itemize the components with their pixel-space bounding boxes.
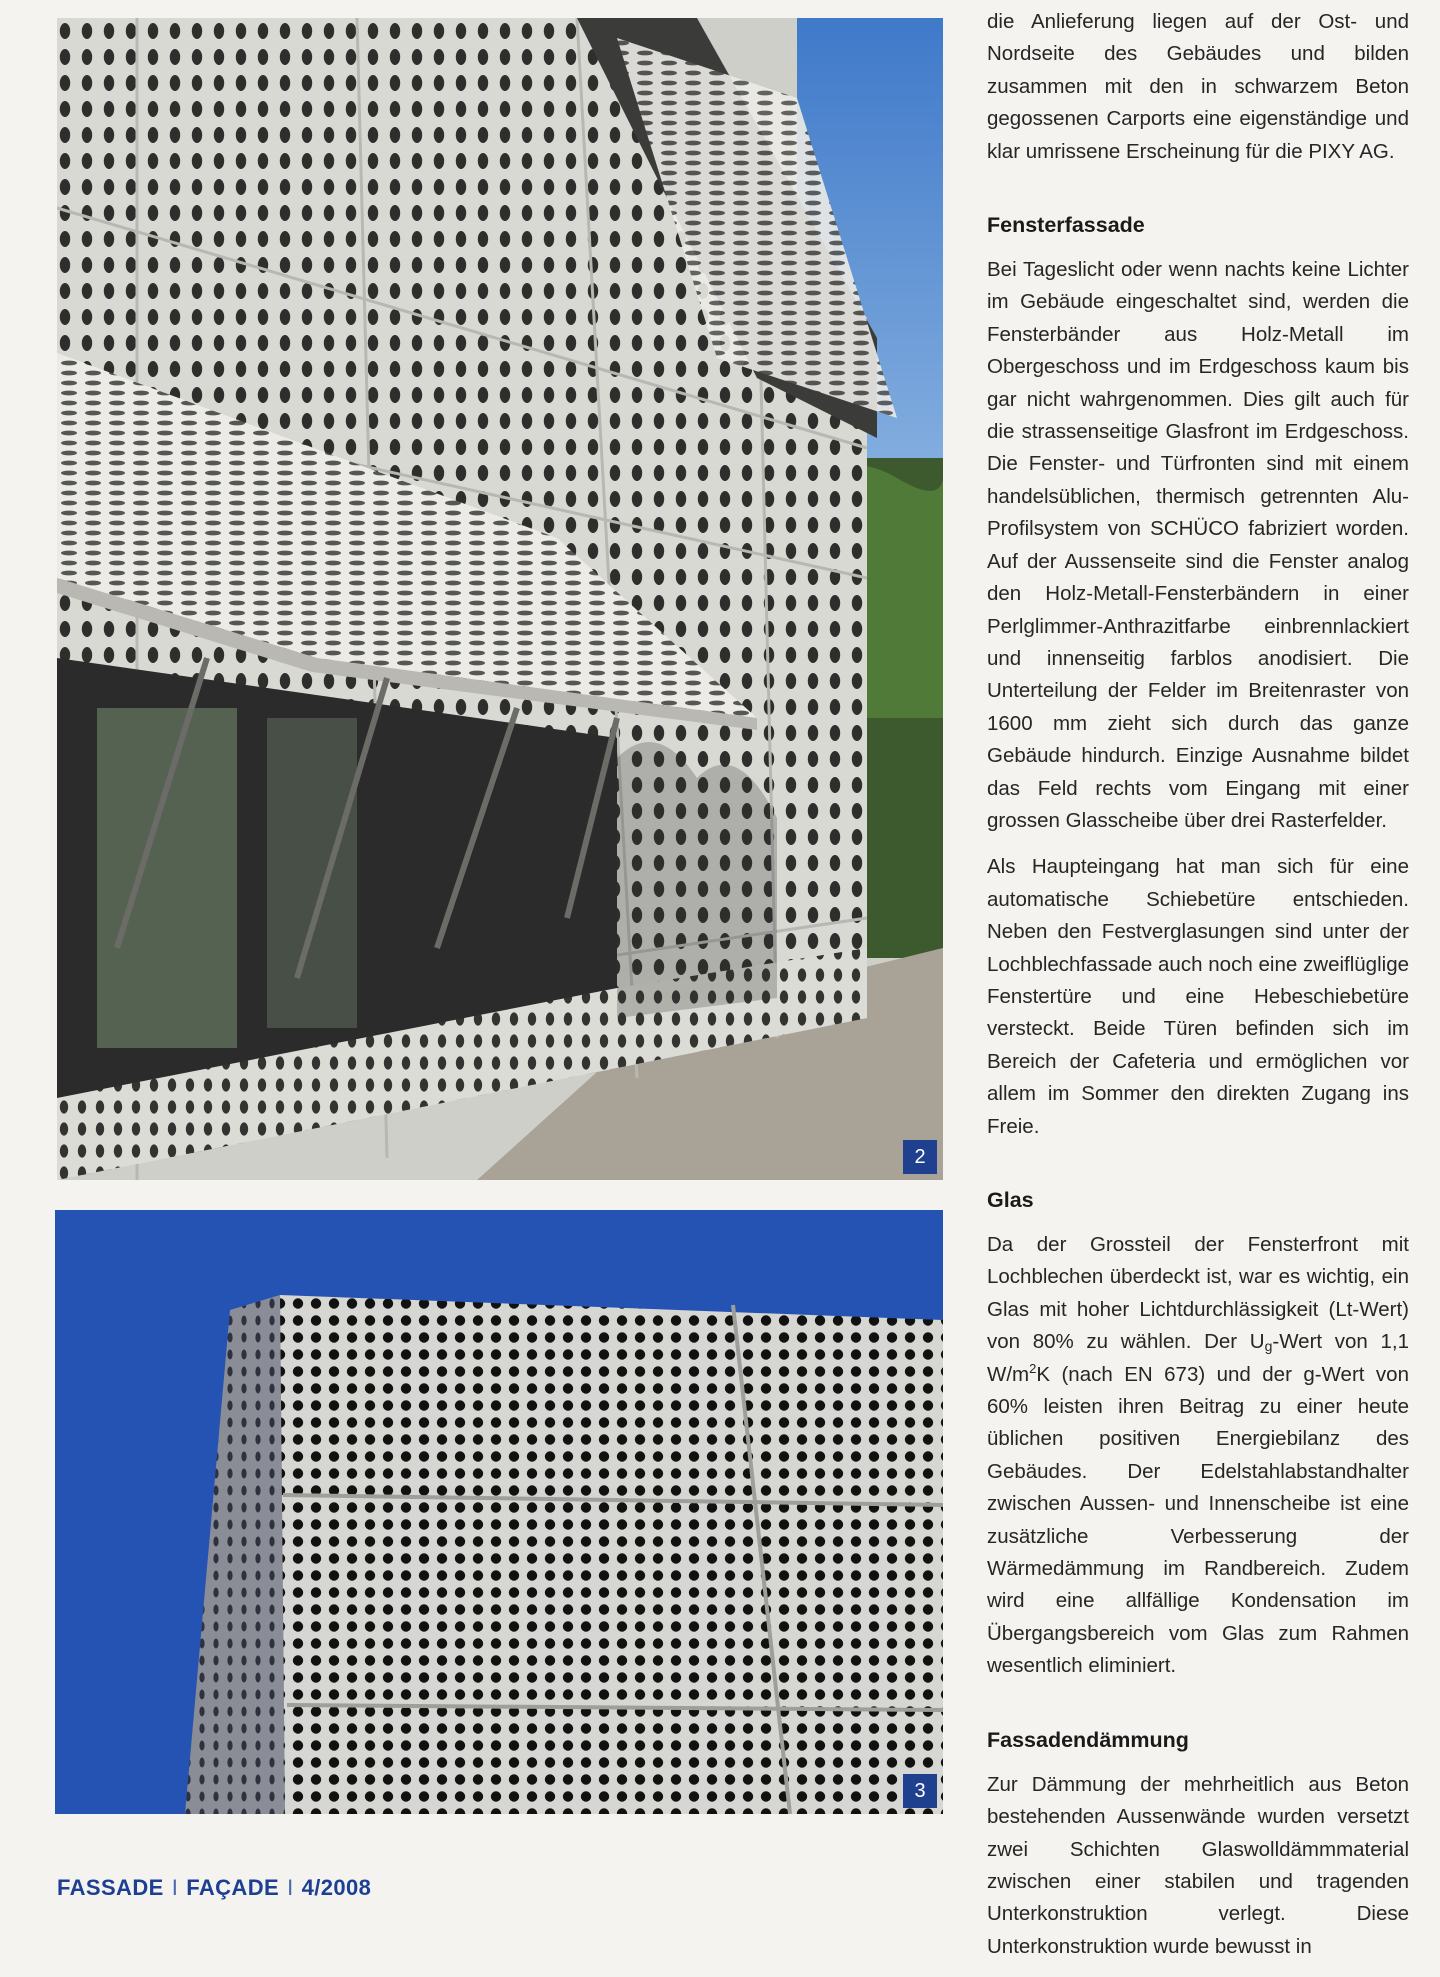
paragraph-glas [987,1229,1409,1683]
figure-number-badge: 3 [903,1774,937,1808]
footer-separator: I [171,1875,179,1900]
glas-superscript: 2 [1029,1360,1037,1376]
figure-number-badge: 2 [903,1140,937,1174]
glas-text-part-2: -Wert von 1,1 W/m [987,1330,1409,1386]
footer-issue: 4/2008 [301,1875,372,1900]
figure-2-photo [57,18,943,1180]
page-footer [57,1875,371,1901]
heading-glas: Glas [987,1188,1034,1212]
heading-fassadendaemmung: Fassadendämmung [987,1727,1189,1752]
glas-subscript: g [1264,1338,1273,1355]
paragraph-fensterfassade-2: Als Haupteingang hat man sich für eine automatische Schiebetüre entschieden. Neben den Festverglasungen sind unter der Lochblechfassade auch noch eine zweiflüglige Fenstertüre und eine Hebeschiebetüre versteckt. Beide Türen befinden sich im Bereich der Cafeteria und ermöglichen vor allem im Sommer den direkten Zugang ins Freie. [987,855,1409,1138]
paragraph-fensterfassade-1: Bei Tageslicht oder wenn nachts keine Lichter im Gebäude eingeschaltet sind, werden die Fensterbänder aus Holz-Metall im Obergeschoss und im Erdgeschoss kaum bis gar nicht wahrgenommen. Dies gilt auch für die strassenseitige Glasfront im Erdgeschoss. Die Fenster- und Türfronten sind mit einem handelsüblichen, thermisch getrennten Alu-Profilsystem von SCHÜCO fabriziert worden. Auf der Aussenseite sind die Fenster analog den Holz-Metall-Fensterbändern in einer Perlglimmer-Anthrazitfarbe einbrennlackiert und innenseitig farblos anodisiert. Die Unterteilung der Felder im Breitenraster von 1600 mm zieht sich durch das ganze Gebäude hindurch. Einzige Ausnahme bildet das Feld rechts vom Eingang mit einer grossen Glasscheibe über drei Rasterfelder. [987,258,1409,832]
footer-separator: I [287,1875,294,1900]
glas-text-part-3: K (nach EN 673) und der g-Wert von 60% leisten ihren Beitrag zu einer heute üblichen positiven Energiebilanz des Gebäudes. Der Edelstahlabstandhalter zwischen Aussen- und Innenscheibe ist eine zusätzliche Verbesserung der Wärmedämmung im Randbereich. Zudem wird eine allfällige Kondensation im Übergangsbereich vom Glas zum Rahmen wesentlich eliminiert. [987,1362,1409,1678]
perforated-panel-detail-illustration [55,1210,943,1814]
paragraph-fassadendaemmung: Zur Dämmung der mehrheitlich aus Beton bestehenden Aussenwände wurden versetzt zwei Schichten Glaswolldämmmaterial zwischen einer stabilen und tragenden Unterkonstruktion verlegt. Diese Unterkonstruktion wurde bewusst in [987,1772,1409,1958]
glas-text-part-1: Da der Grossteil der Fensterfront mit Lochblechen überdeckt ist, war es wichtig, ein Glas mit hoher Lichtdurchlässigkeit (Lt-Wert) von 80% zu wählen. Der U [987,1233,1409,1354]
perforated-facade-illustration [57,18,943,1180]
heading-fensterfassade: Fensterfassade [987,213,1145,238]
article-text-column [987,6,1409,1977]
footer-magazine-fr: FAÇADE [186,1875,280,1900]
footer-magazine-de: FASSADE [57,1875,164,1900]
intro-paragraph: die Anlieferung liegen auf der Ost- und Nordseite des Gebäudes und bilden zusammen mit den in schwarzem Beton gegossenen Carports eine eigenständige und klar umrissene Erscheinung für die PIXY AG. [987,10,1409,163]
figure-3-photo [55,1210,943,1814]
